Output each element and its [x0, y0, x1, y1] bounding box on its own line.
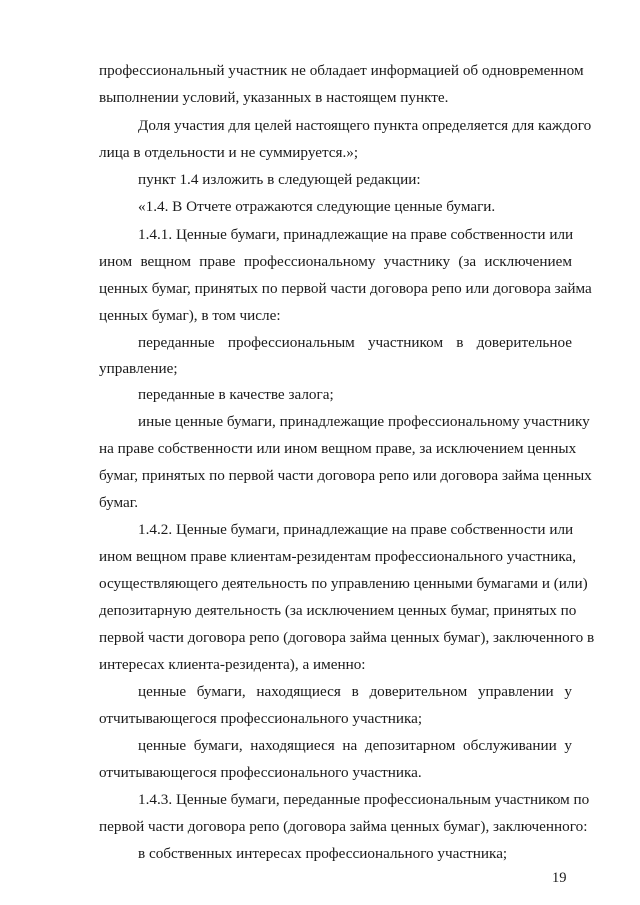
text-line: пункт 1.4 изложить в следующей редакции:: [138, 171, 421, 188]
text-line: первой части договора репо (договора займа ценных бумаг), заключенного в: [99, 629, 595, 646]
text-line: бумаг.: [99, 494, 139, 511]
text-line: депозитарную деятельность (за исключением ценных бумаг, принятых по: [99, 602, 577, 619]
text-line: ценные бумаги, находящиеся в доверительном управлении у: [138, 683, 572, 700]
text-line: переданные в качестве залога;: [138, 386, 334, 403]
text-line: иные ценные бумаги, принадлежащие профессиональному участнику: [138, 413, 590, 430]
text-line: отчитывающегося профессионального участника;: [99, 710, 423, 727]
text-line: ценные бумаги, находящиеся на депозитарном обслуживании у: [138, 737, 572, 754]
text-line: отчитывающегося профессионального участника.: [99, 764, 422, 781]
text-line: интересах клиента-резидента), а именно:: [99, 656, 366, 673]
text-line: ценных бумаг, принятых по первой части договора репо или договора займа: [99, 280, 592, 297]
text-line: «1.4. В Отчете отражаются следующие ценные бумаги.: [138, 198, 496, 215]
text-line: первой части договора репо (договора займа ценных бумаг), заключенного:: [99, 818, 588, 835]
text-line: осуществляющего деятельность по управлению ценными бумагами и (или): [99, 575, 588, 592]
text-line: бумаг, принятых по первой части договора репо или договора займа ценных: [99, 467, 592, 484]
text-line: выполнении условий, указанных в настоящем пункте.: [99, 89, 449, 106]
text-line: на праве собственности или ином вещном праве, за исключением ценных: [99, 440, 577, 457]
text-line: лица в отдельности и не суммируется.»;: [99, 144, 359, 161]
text-line: 1.4.3. Ценные бумаги, переданные профессиональным участником по: [138, 791, 590, 808]
text-line: ином вещном праве клиентам-резидентам профессионального участника,: [99, 548, 577, 565]
text-line: 1.4.2. Ценные бумаги, принадлежащие на праве собственности или: [138, 521, 574, 538]
text-line: 1.4.1. Ценные бумаги, принадлежащие на праве собственности или: [138, 226, 574, 243]
text-line: ценных бумаг), в том числе:: [99, 307, 281, 324]
text-line: профессиональный участник не обладает информацией об одновременном: [99, 62, 584, 79]
text-line: в собственных интересах профессионального участника;: [138, 845, 508, 862]
text-line: Доля участия для целей настоящего пункта определяется для каждого: [138, 117, 592, 134]
text-line: переданные профессиональным участником в доверительное: [138, 334, 572, 351]
text-line: управление;: [99, 360, 178, 377]
page-number: 19: [552, 870, 567, 886]
text-line: ином вещном праве профессиональному участнику (за исключением: [99, 253, 572, 270]
